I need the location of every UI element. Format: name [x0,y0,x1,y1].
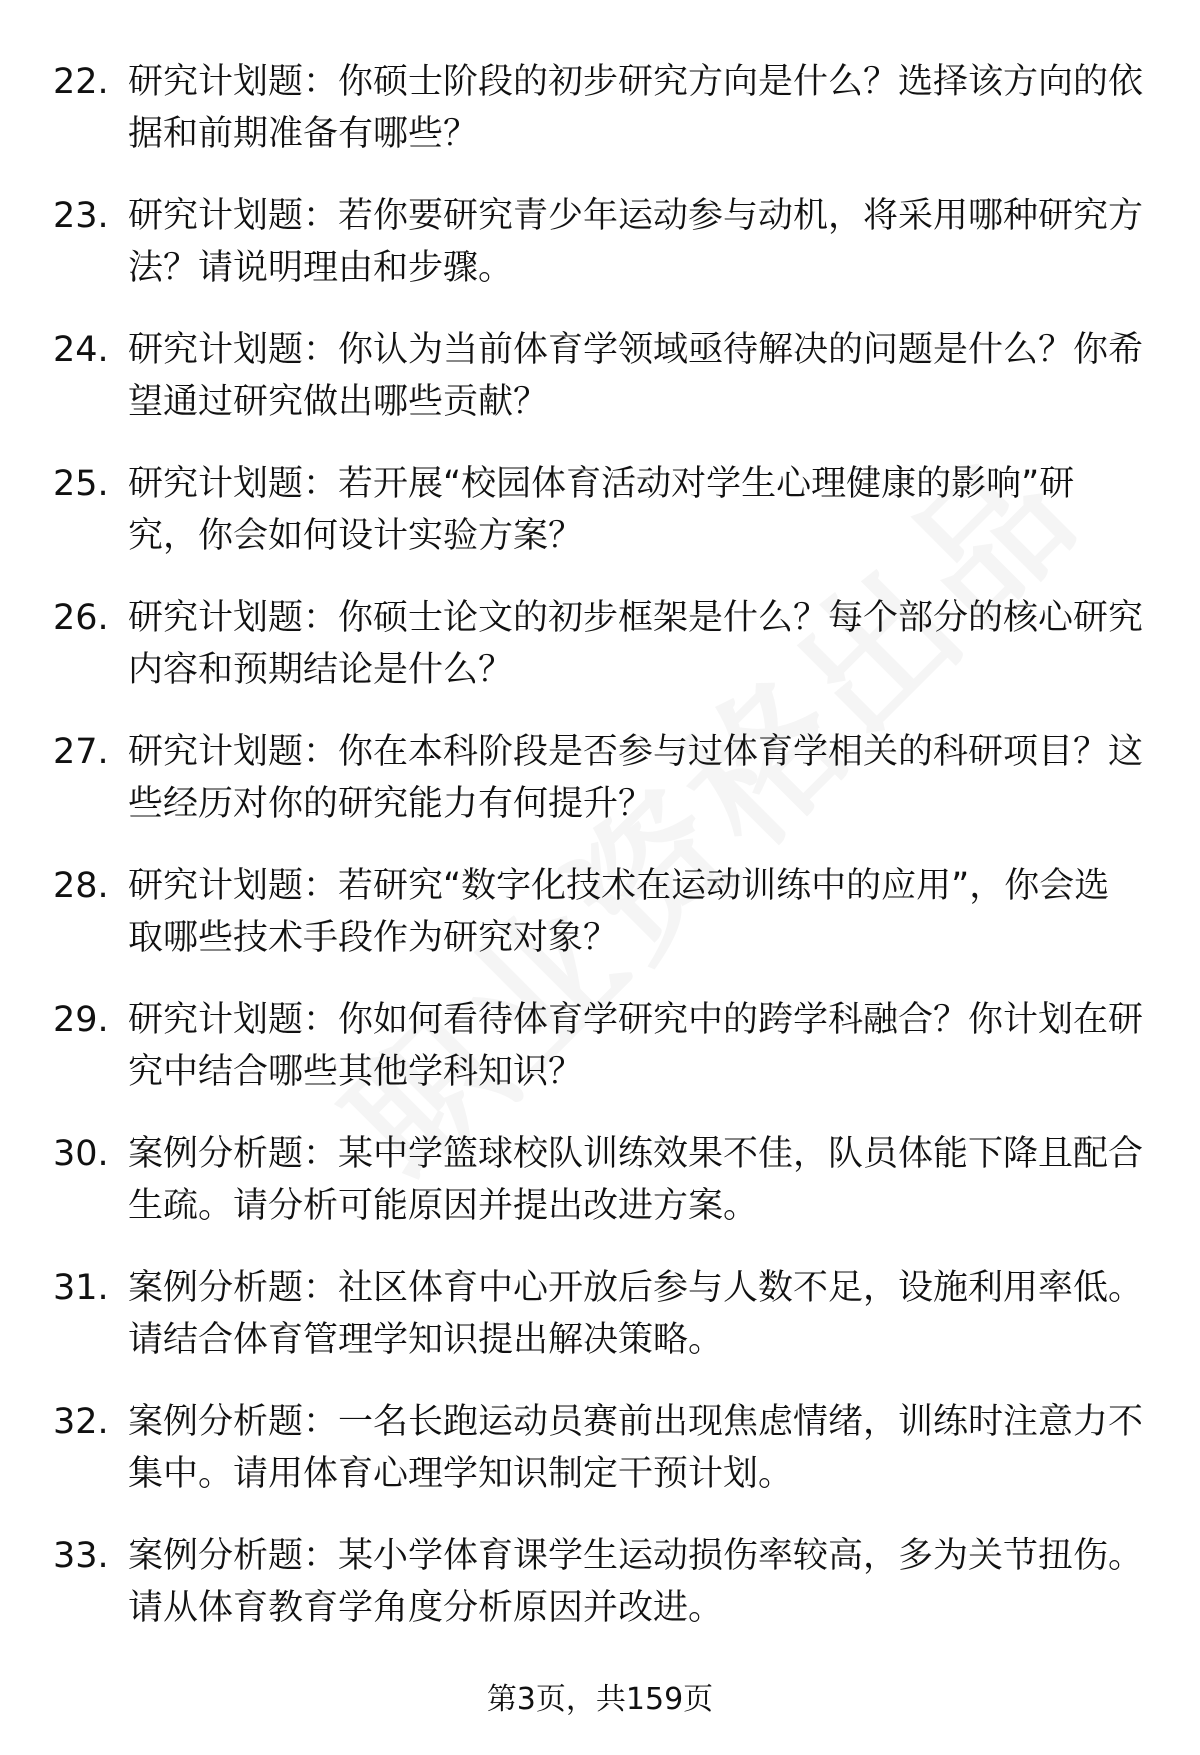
question-item [0,726,1200,860]
question-text: 案例分析题：社区体育中心开放后参与人数不足，设施利用率低。请结合体育管理学知识提出解决策略。 [128,1268,1144,1360]
question-item [0,190,1200,324]
question-item [0,458,1200,592]
question-item [0,1396,1200,1530]
question-text: 研究计划题：你硕士论文的初步框架是什么？每个部分的核心研究内容和预期结论是什么？ [128,598,1144,690]
question-text: 研究计划题：你在本科阶段是否参与过体育学相关的科研项目？这些经历对你的研究能力有何提升？ [128,732,1144,824]
question-number: 24. [53,330,109,370]
question-text: 研究计划题：若开展“校园体育活动对学生心理健康的影响”研究，你会如何设计实验方案？ [128,464,1075,556]
question-text: 研究计划题：你认为当前体育学领域亟待解决的问题是什么？你希望通过研究做出哪些贡献？ [128,330,1144,422]
question-text: 案例分析题：一名长跑运动员赛前出现焦虑情绪，训练时注意力不集中。请用体育心理学知识制定干预计划。 [128,1402,1144,1494]
question-item [0,592,1200,726]
question-item [0,1530,1200,1664]
question-text: 研究计划题：若研究“数字化技术在运动训练中的应用”，你会选取哪些技术手段作为研究对象？ [128,866,1110,958]
question-item [0,994,1200,1128]
question-text: 案例分析题：某中学篮球校队训练效果不佳，队员体能下降且配合生疏。请分析可能原因并提出改进方案。 [128,1134,1144,1226]
question-number: 33. [53,1536,109,1576]
question-item [0,860,1200,994]
question-text: 研究计划题：你硕士阶段的初步研究方向是什么？选择该方向的依据和前期准备有哪些？ [128,62,1144,154]
question-number: 26. [53,598,109,638]
question-item [0,324,1200,458]
question-number: 23. [53,196,109,236]
question-number: 27. [53,732,109,772]
question-number: 32. [53,1402,109,1442]
question-list [0,56,1200,1664]
question-text: 研究计划题：若你要研究青少年运动参与动机，将采用哪种研究方法？请说明理由和步骤。 [128,196,1144,288]
question-number: 31. [53,1268,109,1308]
question-number: 22. [53,62,109,102]
question-text: 研究计划题：你如何看待体育学研究中的跨学科融合？你计划在研究中结合哪些其他学科知识？ [128,1000,1144,1092]
question-item [0,1262,1200,1396]
question-number: 28. [53,866,109,906]
question-item [0,1128,1200,1262]
page-footer: 第3页，共159页 [486,1682,714,1717]
question-number: 25. [53,464,109,504]
question-item [0,56,1200,190]
question-number: 29. [53,1000,109,1040]
question-text: 案例分析题：某小学体育课学生运动损伤率较高，多为关节扭伤。请从体育教育学角度分析原因并改进。 [128,1536,1144,1628]
question-number: 30. [53,1134,109,1174]
